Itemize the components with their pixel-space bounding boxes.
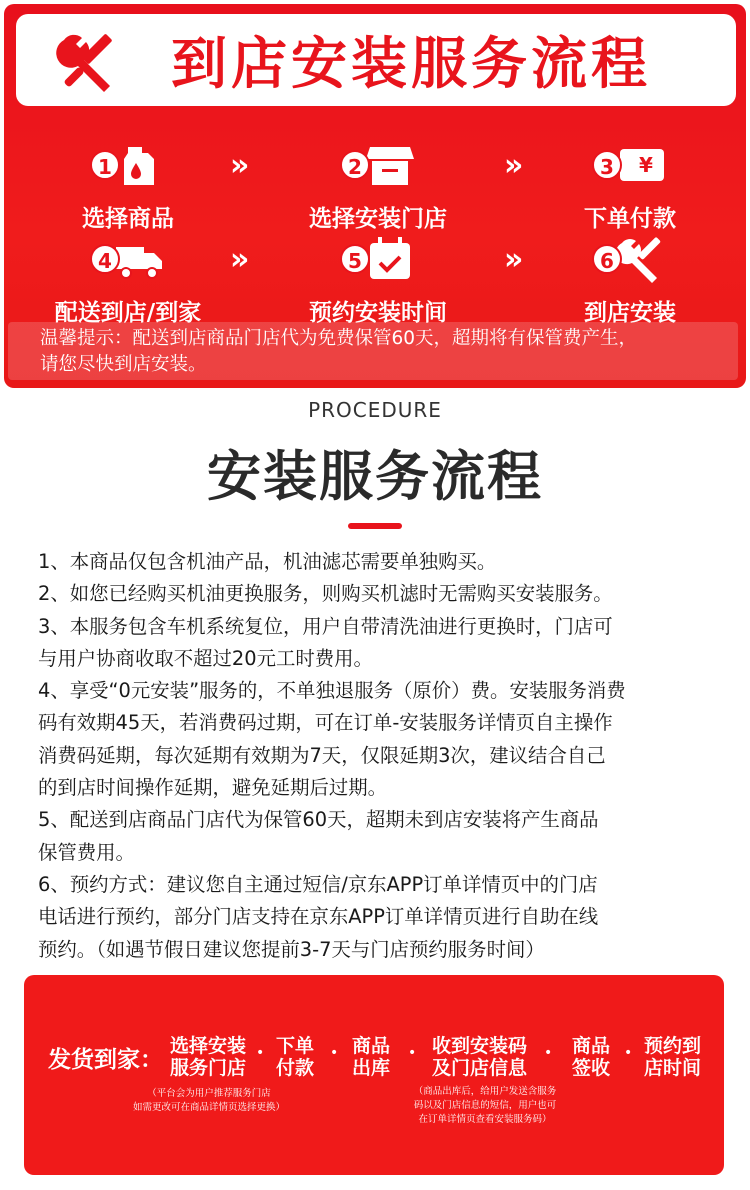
rule-line: 消费码延期，每次延期有效期为7天，仅限延期3次，建议结合自己 xyxy=(38,743,606,767)
tip-line: 温馨提示：配送到店商品门店代为免费保管60天，超期将有保管费产生， xyxy=(40,328,638,349)
arrow-icon: » xyxy=(504,148,514,183)
flow-separator: • xyxy=(544,1045,553,1061)
shipping-flow-panel xyxy=(24,975,724,1175)
rule-line: 3、本服务包含车机系统复位，用户自带清洗油进行更换时，门店可 xyxy=(38,614,613,638)
store-icon xyxy=(364,139,416,191)
rule-line: 6、预约方式：建议您自主通过短信/京东APP订单详情页中的门店 xyxy=(38,872,598,896)
step-label: 预约安装时间 xyxy=(309,300,447,326)
top-banner xyxy=(4,4,746,388)
arrow-icon: » xyxy=(230,148,240,183)
title-bar xyxy=(16,14,736,106)
wrench-screwdriver-icon xyxy=(56,28,122,94)
rule-line: 5、配送到店商品门店代为保管60天，超期未到店安装将产生商品 xyxy=(38,808,599,832)
warm-tip xyxy=(8,322,738,380)
rule-line: 保管费用。 xyxy=(38,840,135,864)
step-number: 1 xyxy=(90,150,120,180)
arrow-icon: » xyxy=(504,242,514,277)
step-2 xyxy=(278,136,478,233)
step-label: 选择安装门店 xyxy=(309,206,447,232)
yen-card-icon xyxy=(616,139,668,191)
flow-step: 下单 付款 xyxy=(276,1035,315,1079)
title-underline xyxy=(348,523,402,529)
rule-line: 码有效期45天，若消费码过期，可在订单-安装服务详情页自主操作 xyxy=(38,711,613,735)
rule-line: 1、本商品仅包含机油产品，机油滤芯需要单独购买。 xyxy=(38,550,497,573)
step-label: 到店安装 xyxy=(584,300,676,326)
flow-step: 收到安装码 及门店信息 xyxy=(432,1035,528,1079)
rule-line: 的到店时间操作延期，避免延期后过期。 xyxy=(38,776,388,800)
section-subtitle: PROCEDURE xyxy=(308,398,442,422)
flow-note: （商品出库后，给用户发送含服务 码以及门店信息的短信，用户也可 在订单详情页查看安装服务码） xyxy=(413,1086,557,1125)
flow-step: 预约到 店时间 xyxy=(644,1035,702,1079)
flow-separator: • xyxy=(330,1045,339,1061)
delivery-truck-icon xyxy=(114,233,166,285)
step-number: 6 xyxy=(592,244,622,274)
step-number: 3 xyxy=(592,150,622,180)
flow-step: 商品 签收 xyxy=(572,1035,611,1079)
flow-label: 发货到家： xyxy=(48,1047,163,1073)
rule-line: 电话进行预约，部分门店支持在京东APP订单详情页进行自助在线 xyxy=(38,905,599,929)
flow-note: （平台会为用户推荐服务门店 如需更改可在商品详情页选择更换） xyxy=(132,1088,285,1113)
step-label: 配送到店/到家 xyxy=(54,300,202,326)
step-number: 5 xyxy=(340,244,370,274)
step-number: 4 xyxy=(90,244,120,274)
step-3 xyxy=(530,136,730,233)
rule-line: 2、如您已经购买机油更换服务，则购买机滤时无需购买安装服务。 xyxy=(38,582,613,606)
step-6 xyxy=(530,230,730,327)
step-number: 2 xyxy=(340,150,370,180)
rules-list xyxy=(38,546,718,966)
flow-step: 商品 出库 xyxy=(352,1035,391,1079)
wrench-screwdriver-icon xyxy=(616,233,668,285)
step-5 xyxy=(278,230,478,327)
tip-line: 请您尽快到店安装。 xyxy=(40,354,207,375)
step-1 xyxy=(28,136,228,233)
arrow-icon: » xyxy=(230,242,240,277)
rule-line: 与用户协商收取不超过20元工时费用。 xyxy=(38,646,373,670)
calendar-check-icon xyxy=(364,233,416,285)
page-title: 到店安装服务流程 xyxy=(171,32,651,97)
flow-separator: • xyxy=(408,1045,417,1061)
rule-line: 4、享受“0元安装”服务的，不单独退服务（原价）费。安装服务消费 xyxy=(38,679,626,703)
svg-text:¥: ¥ xyxy=(639,153,653,177)
section-title: 安装服务流程 xyxy=(207,445,543,508)
step-label: 选择商品 xyxy=(82,206,174,232)
step-label: 下单付款 xyxy=(584,206,676,232)
flow-separator: • xyxy=(256,1045,265,1061)
flow-separator: • xyxy=(624,1045,633,1061)
step-4 xyxy=(28,230,228,327)
flow-step: 选择安装 服务门店 xyxy=(170,1035,247,1079)
oil-bottle-icon xyxy=(114,139,166,191)
rule-line: 预约。（如遇节假日建议您提前3-7天与门店预约服务时间） xyxy=(38,937,545,961)
steps-grid xyxy=(4,126,746,326)
